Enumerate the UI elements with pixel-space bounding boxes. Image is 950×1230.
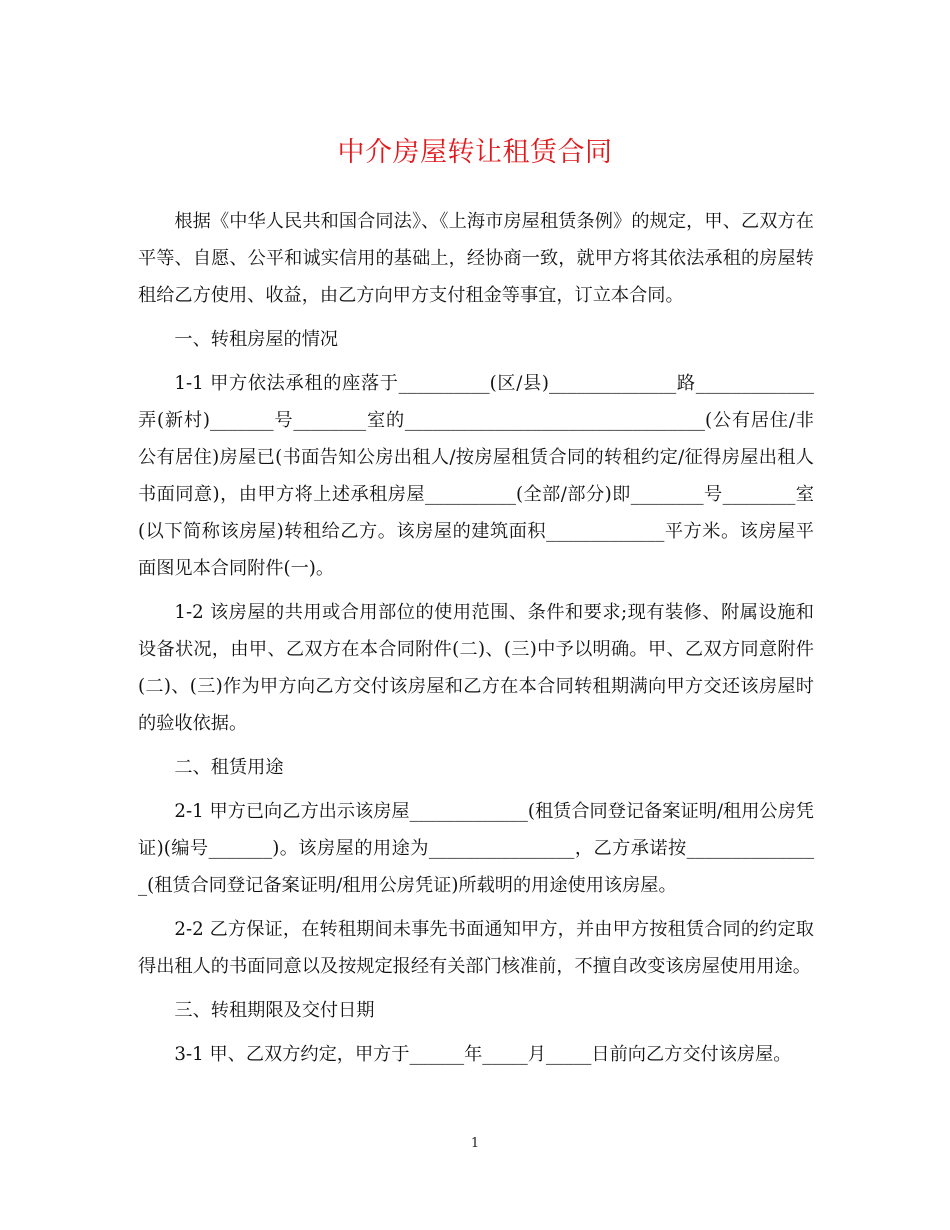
clause-2-2: 2-2 乙方保证，在转租期间未事先书面通知甲方，并由甲方按租赁合同的约定取得出租人的书面同意以及按规定报经有关部门核准前，不擅自改变该房屋使用用途。 — [138, 919, 814, 977]
clause-1-2: 1-2 该房屋的共用或合用部位的使用范围、条件和要求;现有装修、附属设施和设备状况，由甲、乙双方在本合同附件(二)、(三)中予以明确。甲、乙双方同意附件(二)、(三)作为甲方向乙方交付该房屋和乙方在本合同转租期满向甲方交还该房屋时的验收依据。 — [138, 602, 814, 734]
document-body — [138, 203, 814, 1073]
page-number: 1 — [470, 1136, 480, 1151]
clause-2-1: 2-1 甲方已向乙方出示该房屋_____________(租赁合同登记备案证明/租用公房凭证)(编号_______)。该房屋的用途为________________，乙方承诺按_______________(租赁合同登记备案证明/租用公房凭证)所载明的用途使用该房屋。 — [138, 801, 814, 896]
clause-3-1: 3-1 甲、乙双方约定，甲方于______年_____月_____日前向乙方交付该房屋。 — [174, 1044, 792, 1065]
clause-1-1: 1-1 甲方依法承租的座落于__________(区/县)______________路_____________弄(新村)_______号________室的_________________________________(公有居住/非公有居住)房屋已(书面告知公房出租人/按房屋租赁合同的转租约定/征得房屋出租人书面同意)，由甲方将上述承租房屋__________(全部/部分)即________号________室(以下简称该房屋)转租给乙方。该房屋的建筑面积_____________平方米。该房屋平面图见本合同附件(一)。 — [138, 373, 814, 579]
section-heading-2: 二、租赁用途 — [174, 757, 284, 778]
intro-paragraph: 根据《中华人民共和国合同法》、《上海市房屋租赁条例》的规定，甲、乙双方在平等、自愿、公平和诚实信用的基础上，经协商一致，就甲方将其依法承租的房屋转租给乙方使用、收益，由乙方向甲方支付租金等事宜，订立本合同。 — [138, 211, 814, 306]
document-title: 中介房屋转让租赁合同 — [337, 137, 613, 168]
section-heading-3: 三、转租期限及交付日期 — [174, 1000, 375, 1021]
section-heading-1: 一、转租房屋的情况 — [174, 329, 339, 350]
